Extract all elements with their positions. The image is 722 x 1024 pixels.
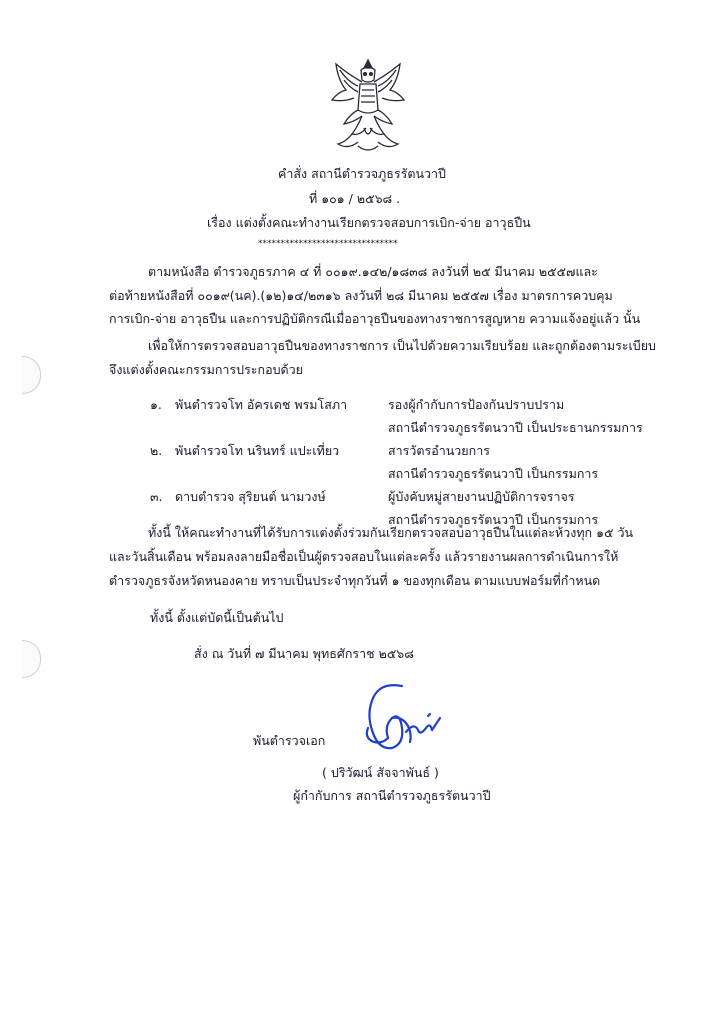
- para3-line1: ทั้งนี้ ให้คณะทำงานที่ได้รับการแต่งตั้งร่วมกันเรียกตรวจสอบอาวุธปืนในแต่ละห้วงทุก ๑๕ วัน: [148, 525, 634, 540]
- para2-line1: เพื่อให้การตรวจสอบอาวุธปืนของทางราชการ เป็นไปด้วยความเรียบร้อย และถูกต้องตามระเบียบ: [148, 338, 656, 353]
- para3-line3: ตำรวจภูธรจังหวัดหนองคาย ทราบเป็นประจำทุกวันที่ ๑ ของทุกเดือน ตามแบบฟอร์มที่กำหนด: [109, 573, 601, 588]
- member-2-name: พันตำรวจโท นรินทร์ แปะเที่ยว: [175, 443, 340, 458]
- subject-line: เรื่อง แต่งตั้งคณะทำงานเรียกตรวจสอบการเบิก-จ่าย อาวุธปืน: [207, 215, 531, 230]
- signer-name: ( ปริวัฒน์ สัจจาพันธ์ ): [322, 765, 439, 780]
- separator-line: *******************************: [258, 239, 398, 249]
- para1-line3: การเบิก-จ่าย อาวุธปืน และการปฏิบัติกรณีเมื่ออาวุธปืนของทางราชการสูญหาย ความแจ้งอยู่แล้ว นั้น: [109, 311, 641, 326]
- member-1-role: รองผู้กำกับการป้องกันปราบปราม: [388, 397, 565, 412]
- member-1-role-detail: สถานีตำรวจภูธรรัตนวาปี เป็นประธานกรรมการ: [388, 420, 643, 435]
- para1-line1: ตามหนังสือ ตำรวจภูธรภาค ๔ ที่ ๐๐๑๙.๑๔๒/๑๘๓๘ ลงวันที่ ๒๕ มีนาคม ๒๕๕๗และ: [148, 264, 598, 279]
- para2-line2: จึงแต่งตั้งคณะกรรมการประกอบด้วย: [109, 362, 303, 377]
- punch-hole-bottom: [22, 640, 41, 678]
- para3-line2: และวันสิ้นเดือน พร้อมลงลายมือชื่อเป็นผู้ตรวจสอบในแต่ละครั้ง แล้วรายงานผลการดำเนินการให้: [109, 549, 619, 564]
- member-3-number: ๓.: [150, 489, 163, 504]
- member-2-number: ๒.: [150, 443, 163, 458]
- handwritten-signature: [352, 678, 444, 760]
- signer-rank: พันตำรวจเอก: [253, 733, 326, 748]
- member-1-name: พันตำรวจโท อัครเดช พรมโสภา: [175, 397, 348, 412]
- order-date-line: สั่ง ณ วันที่ ๗ มีนาคม พุทธศักราช ๒๕๖๘: [194, 646, 414, 661]
- signer-position: ผู้กำกับการ สถานีตำรวจภูธรรัตนวาปี: [293, 788, 491, 803]
- garuda-emblem: [328, 54, 408, 156]
- order-heading: คำสั่ง สถานีตำรวจภูธรรัตนวาปี: [278, 166, 446, 181]
- punch-hole-top: [22, 356, 41, 394]
- order-number: ที่ ๑๐๑ / ๒๕๖๘ .: [309, 191, 401, 206]
- member-2-role-detail: สถานีตำรวจภูธรรัตนวาปี เป็นกรรมการ: [388, 466, 599, 481]
- member-3-role: ผู้บังคับหมู่สายงานปฏิบัติการจราจร: [388, 489, 575, 504]
- member-3-name: ดาบตำรวจ สุริยนต์ นามวงษ์: [175, 489, 326, 504]
- para1-line2: ต่อท้ายหนังสือที่ ๐๐๑๙(นค).(๑๒)๑๔/๒๓๑๖ ลงวันที่ ๒๘ มีนาคม ๒๕๕๗ เรื่อง มาตรการควบคุม: [109, 288, 613, 303]
- effective-line: ทั้งนี้ ตั้งแต่บัดนี้เป็นต้นไป: [150, 610, 284, 625]
- member-3-role-detail: สถานีตำรวจภูธรรัตนวาปี เป็นกรรมการ: [388, 512, 599, 527]
- member-2-role: สารวัตรอำนวยการ: [388, 443, 490, 458]
- member-1-number: ๑.: [150, 397, 162, 412]
